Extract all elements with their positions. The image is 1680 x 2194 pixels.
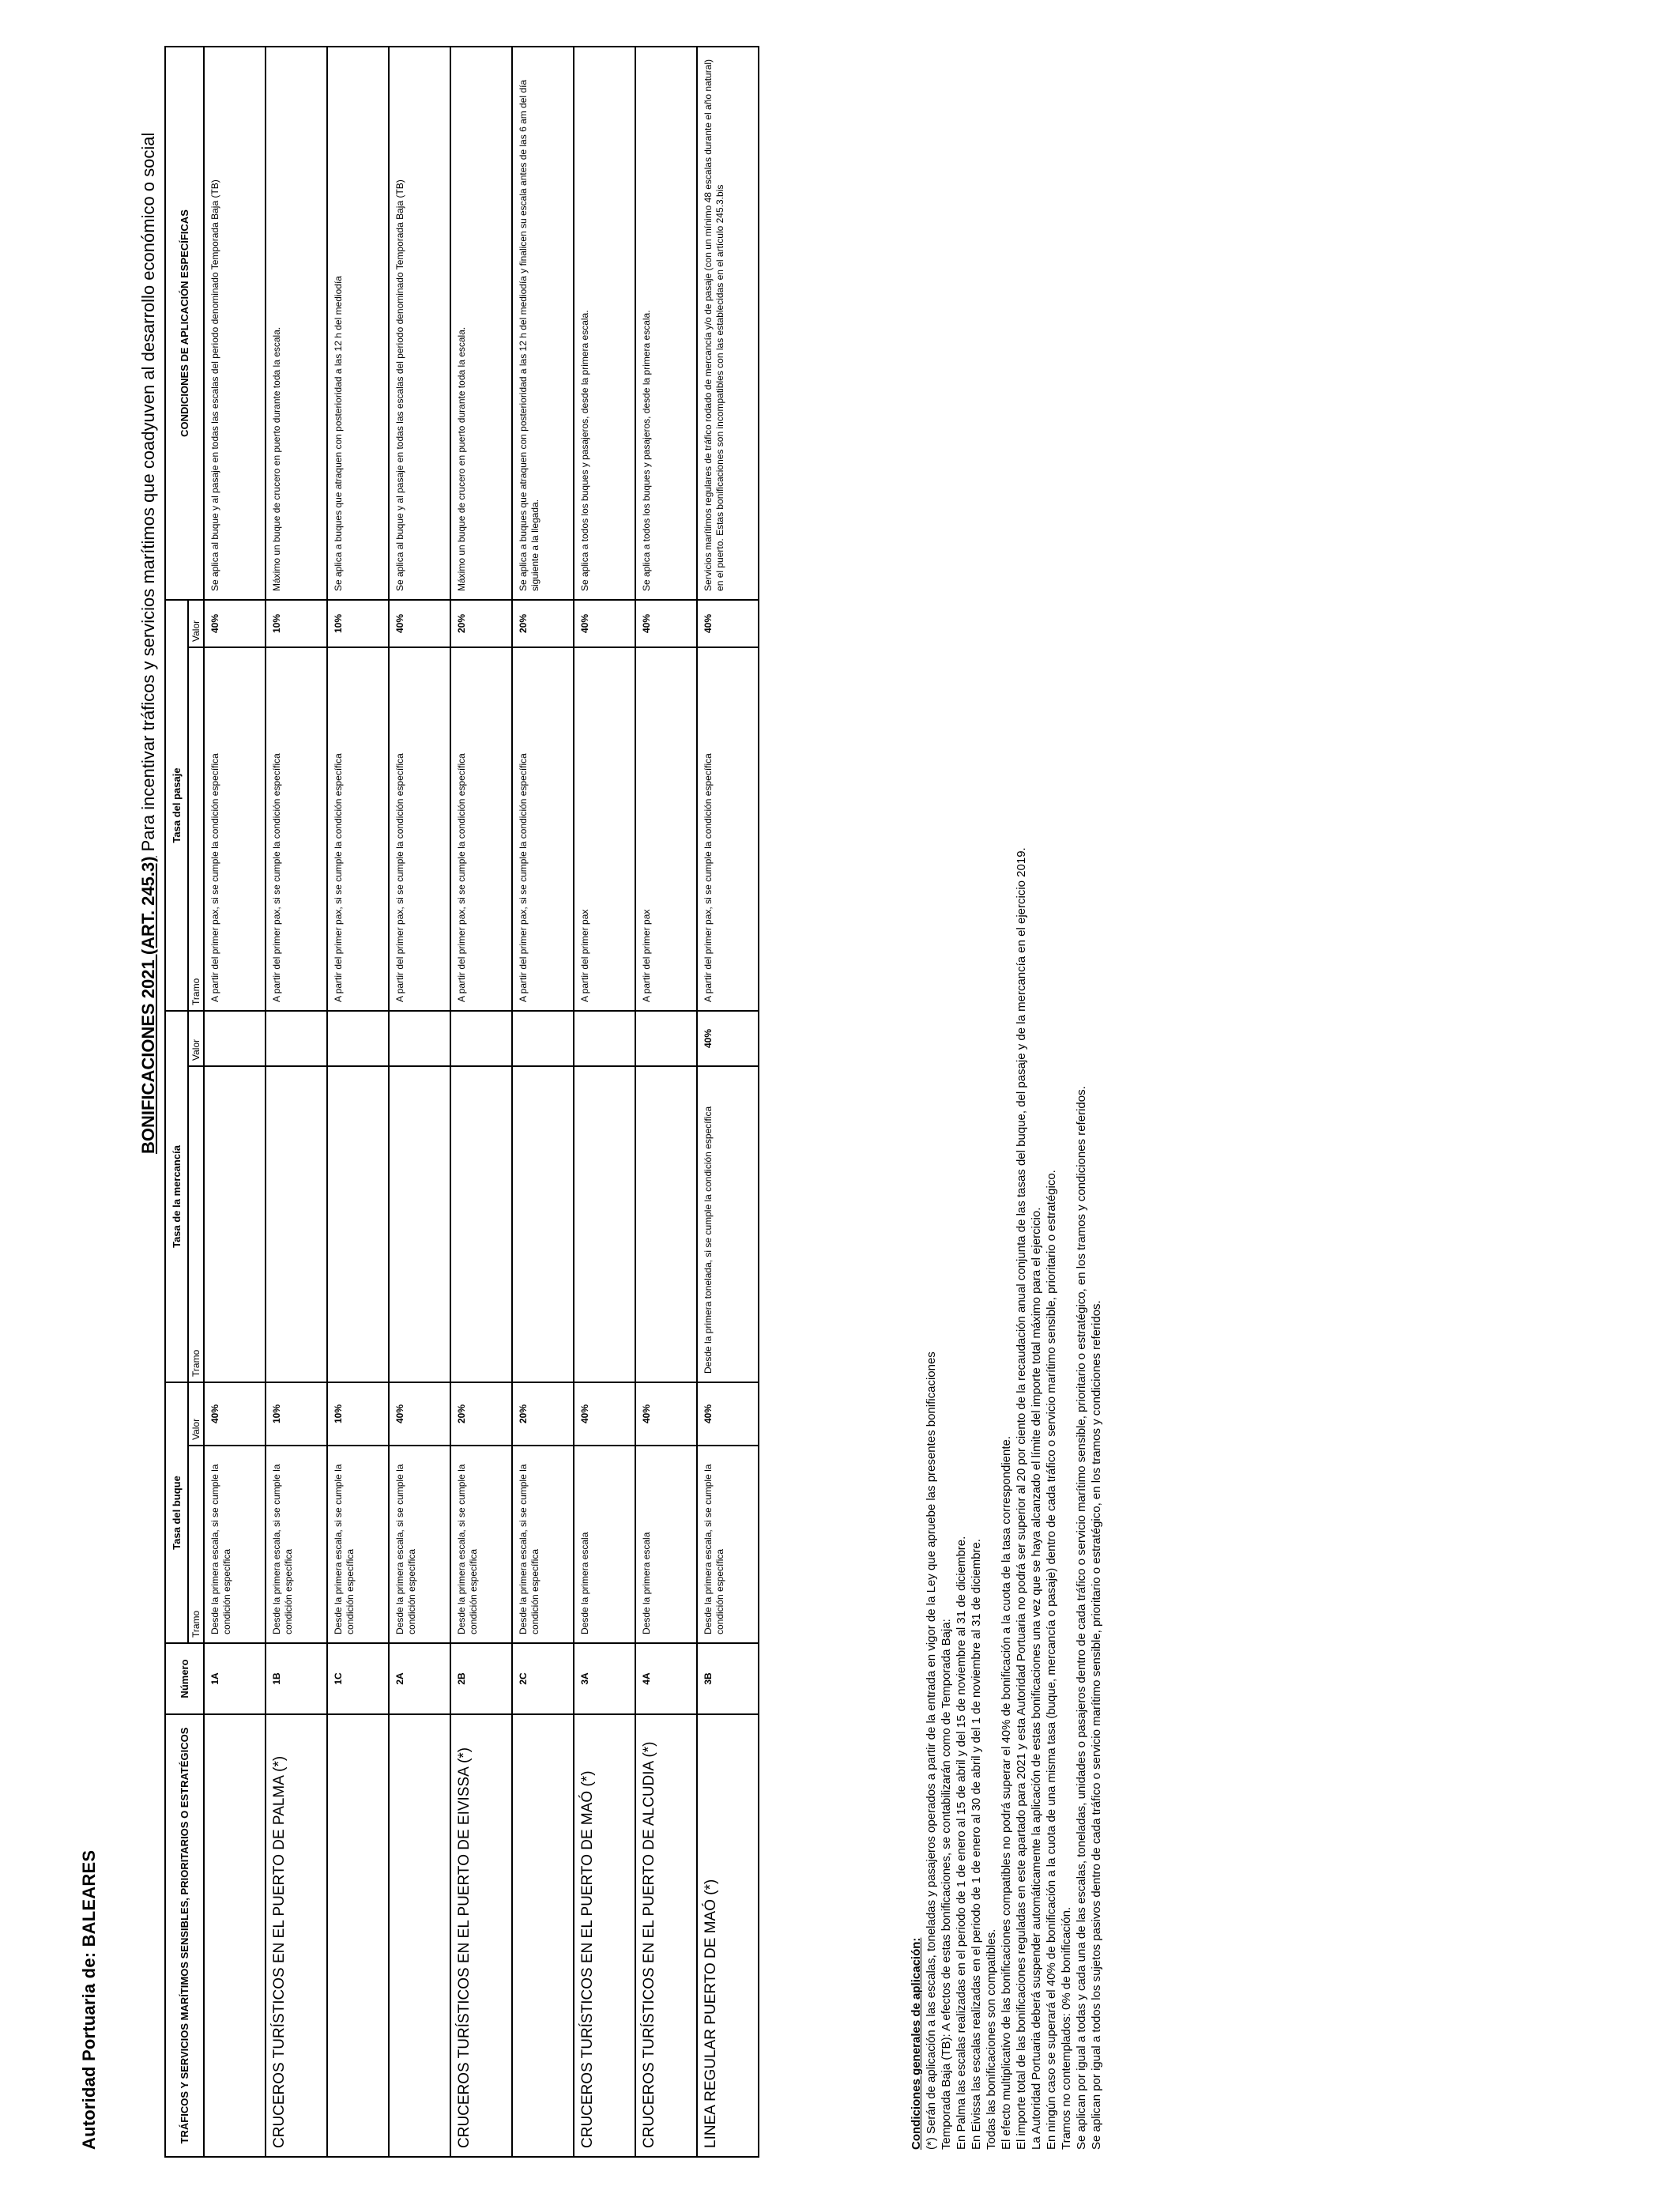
header-number: Número [165, 1643, 204, 1714]
subheader-pas-valor: Valor [188, 600, 204, 647]
buque-tramo-cell: Desde la primera escala, si se cumple la condición específica [389, 1446, 450, 1643]
rotated-page [47, 40, 1628, 2158]
pas-valor-cell: 20% [512, 600, 574, 647]
traffic-cell: CRUCEROS TURÍSTICOS EN EL PUERTO DE ALCUDIA (*) [635, 1714, 697, 2157]
table-row [389, 47, 450, 2157]
buque-tramo-cell: Desde la primera escala, si se cumple la condición específica [697, 1446, 759, 1643]
table-row [512, 47, 574, 2157]
header-row [165, 47, 188, 2157]
subheader-merc-tramo: Tramo [188, 1066, 204, 1382]
number-cell: 2C [512, 1643, 574, 1714]
number-cell: 3B [697, 1643, 759, 1714]
table-row [204, 47, 266, 2157]
condition-line: El efecto multiplicativo de las bonificaciones compatibles no podrá superar el 40% de bonificación a la cuota de la tasa correspondiente. [1000, 1435, 1013, 2150]
buque-valor-cell: 10% [327, 1382, 389, 1446]
condition-line: El importe total de las bonificaciones reguladas en este apartado para 2021 y esta Autoridad Portuaria no podrá ser superior al 20 por ciento de la recaudación anual conjunta de las tasas del buque, del pasaje y de la mercancía en el ejercicio 2019. [1015, 847, 1028, 2150]
merc-tramo-cell [635, 1066, 697, 1382]
pas-valor-cell: 40% [574, 600, 635, 647]
page-title-rest: Para incentivar tráficos y servicios marítimos que coadyuven al desarrollo económico o social [138, 132, 158, 857]
buque-valor-cell: 20% [512, 1382, 574, 1446]
merc-tramo-cell [389, 1066, 450, 1382]
buque-tramo-cell: Desde la primera escala [635, 1446, 697, 1643]
conditions-cell: Se aplica a todos los buques y pasajeros, desde la primera escala. [635, 47, 697, 600]
pas-tramo-cell: A partir del primer pax, si se cumple la condición específica [450, 647, 512, 1011]
conditions-cell: Servicios marítimos regulares de tráfico rodado de mercancía y/o de pasaje (con un mínimo 48 escalas durante el año natural) en el puerto. Estas bonificaciones son incompatibles con las establecidas en el artículo 245.3.bis [697, 47, 759, 600]
subheader-buque-valor: Valor [188, 1382, 204, 1446]
pas-valor-cell: 20% [450, 600, 512, 647]
conditions-title: Condiciones generales de aplicación: [910, 1937, 923, 2150]
subheader-buque-tramo: Tramo [188, 1446, 204, 1643]
condition-line: En Eivissa las escalas realizadas en el periodo de 1 de enero al 30 de abril y del 1 de noviembre al 31 de diciembre. [970, 1539, 983, 2150]
number-cell: 2B [450, 1643, 512, 1714]
buque-valor-cell: 40% [635, 1382, 697, 1446]
condition-line: Se aplican por igual a todos los sujetos pasivos dentro de cada tráfico o servicio marítimo sensible, prioritario o estratégico, en los tramos y condiciones referidos. [1090, 1300, 1103, 2150]
number-cell: 1C [327, 1643, 389, 1714]
buque-valor-cell: 40% [697, 1382, 759, 1446]
pas-valor-cell: 40% [204, 600, 266, 647]
merc-tramo-cell [574, 1066, 635, 1382]
bonifications-table [164, 46, 759, 2158]
merc-valor-cell: 40% [697, 1011, 759, 1066]
buque-tramo-cell: Desde la primera escala, si se cumple la condición específica [512, 1446, 574, 1643]
conditions-cell: Se aplica a todos los buques y pasajeros, desde la primera escala. [574, 47, 635, 600]
number-cell: 4A [635, 1643, 697, 1714]
number-cell: 1A [204, 1643, 266, 1714]
pas-valor-cell: 10% [266, 600, 327, 647]
traffic-cell [204, 1714, 266, 2157]
port-authority-label: Autoridad Portuaria de: BALEARES [79, 1849, 99, 2150]
buque-tramo-cell: Desde la primera escala, si se cumple la condición específica [450, 1446, 512, 1643]
pas-tramo-cell: A partir del primer pax [635, 647, 697, 1011]
pas-tramo-cell: A partir del primer pax, si se cumple la condición específica [697, 647, 759, 1011]
conditions-cell: Se aplica a buques que atraquen con posterioridad a las 12 h del mediodía y finalicen su escala antes de las 6 am del día siguiente a la llegada. [512, 47, 574, 600]
merc-valor-cell [512, 1011, 574, 1066]
pas-valor-cell: 40% [389, 600, 450, 647]
number-cell: 1B [266, 1643, 327, 1714]
pas-valor-cell: 10% [327, 600, 389, 647]
merc-valor-cell [327, 1011, 389, 1066]
header-conditions: CONDICIONES DE APLICACIÓN ESPECÍFICAS [165, 47, 204, 600]
conditions-cell: Se aplica al buque y al pasaje en todas las escalas del periodo denominado Temporada Baja (TB) [389, 47, 450, 600]
number-cell: 3A [574, 1643, 635, 1714]
traffic-cell: CRUCEROS TURÍSTICOS EN EL PUERTO DE MAÓ (*) [574, 1714, 635, 2157]
page-title [138, 47, 159, 1154]
condition-line: Se aplican por igual a todas y cada una de las escalas, toneladas, unidades o pasajeros dentro de cada tráfico o servicio marítimo sensible, prioritario o estratégico, en los tramos y condiciones referidos. [1075, 1086, 1088, 2150]
conditions-cell: Se aplica a buques que atraquen con posterioridad a las 12 h del mediodía [327, 47, 389, 600]
merc-valor-cell [389, 1011, 450, 1066]
merc-tramo-cell [204, 1066, 266, 1382]
condition-line: Temporada Baja (TB): A efectos de estas bonificaciones, se contabilizarán como de Temporada Baja: [940, 1619, 953, 2150]
condition-line: En ningún caso se superará el 40% de bonificación a la cuota de una misma tasa (buque, mercancía o pasaje) dentro de cada tráfico o servicio marítimo sensible, prioritario o estratégico. [1045, 1170, 1058, 2150]
table-row [635, 47, 697, 2157]
conditions-cell: Máximo un buque de crucero en puerto durante toda la escala. [266, 47, 327, 600]
traffic-cell [327, 1714, 389, 2157]
subheader-pas-tramo: Tramo [188, 647, 204, 1011]
number-cell: 2A [389, 1643, 450, 1714]
condition-line: La Autoridad Portuaria deberá suspender automáticamente la aplicación de estas bonificaciones una vez que se haya alcanzado el límite del importe total máximo para el ejercicio. [1030, 1207, 1043, 2150]
pas-tramo-cell: A partir del primer pax, si se cumple la condición específica [266, 647, 327, 1011]
condition-line: En Palma las escalas realizadas en el periodo de 1 de enero al 15 de abril y del 15 de noviembre al 31 de diciembre. [955, 1536, 968, 2150]
page-title-bold: BONIFICACIONES 2021 (ART. 245.3) [138, 856, 158, 1154]
traffic-cell: CRUCEROS TURÍSTICOS EN EL PUERTO DE EIVISSA (*) [450, 1714, 512, 2157]
buque-valor-cell: 40% [389, 1382, 450, 1446]
pas-tramo-cell: A partir del primer pax, si se cumple la condición específica [327, 647, 389, 1011]
merc-valor-cell [574, 1011, 635, 1066]
header-mercancia: Tasa de la mercancía [165, 1011, 188, 1382]
table-row [450, 47, 512, 2157]
table-row [327, 47, 389, 2157]
buque-valor-cell: 20% [450, 1382, 512, 1446]
traffic-cell [389, 1714, 450, 2157]
table-row [697, 47, 759, 2157]
merc-tramo-cell [512, 1066, 574, 1382]
general-conditions [909, 95, 1104, 2150]
traffic-cell: CRUCEROS TURÍSTICOS EN EL PUERTO DE PALMA (*) [266, 1714, 327, 2157]
table-row [574, 47, 635, 2157]
subheader-merc-valor: Valor [188, 1011, 204, 1066]
buque-tramo-cell: Desde la primera escala [574, 1446, 635, 1643]
buque-tramo-cell: Desde la primera escala, si se cumple la condición específica [327, 1446, 389, 1643]
buque-valor-cell: 10% [266, 1382, 327, 1446]
traffic-cell: LINEA REGULAR PUERTO DE MAÓ (*) [697, 1714, 759, 2157]
conditions-cell: Máximo un buque de crucero en puerto durante toda la escala. [450, 47, 512, 600]
merc-tramo-cell [450, 1066, 512, 1382]
condition-line: Tramos no contemplados: 0% de bonificación. [1060, 1906, 1073, 2150]
merc-tramo-cell: Desde la primera tonelada, si se cumple la condición específica [697, 1066, 759, 1382]
header-pasaje: Tasa del pasaje [165, 600, 188, 1011]
conditions-cell: Se aplica al buque y al pasaje en todas las escalas del periodo denominado Temporada Baja (TB) [204, 47, 266, 600]
pas-tramo-cell: A partir del primer pax [574, 647, 635, 1011]
header-buque: Tasa del buque [165, 1382, 188, 1643]
buque-valor-cell: 40% [574, 1382, 635, 1446]
merc-valor-cell [266, 1011, 327, 1066]
traffic-cell [512, 1714, 574, 2157]
merc-valor-cell [635, 1011, 697, 1066]
merc-tramo-cell [266, 1066, 327, 1382]
condition-line: (*) Serán de aplicación a las escalas, toneladas y pasajeros operados a partir de la entrada en vigor de la Ley que apruebe las presentes bonificaciones [925, 1351, 938, 2150]
pas-valor-cell: 40% [697, 600, 759, 647]
header-traffic: TRÁFICOS Y SERVICIOS MARÍTIMOS SENSIBLES, PRIORITARIOS O ESTRATÉGICOS [165, 1714, 204, 2157]
buque-tramo-cell: Desde la primera escala, si se cumple la condición específica [204, 1446, 266, 1643]
pas-tramo-cell: A partir del primer pax, si se cumple la condición específica [512, 647, 574, 1011]
buque-tramo-cell: Desde la primera escala, si se cumple la condición específica [266, 1446, 327, 1643]
buque-valor-cell: 40% [204, 1382, 266, 1446]
merc-valor-cell [450, 1011, 512, 1066]
pas-valor-cell: 40% [635, 600, 697, 647]
table-row [266, 47, 327, 2157]
merc-valor-cell [204, 1011, 266, 1066]
condition-line: Todas las bonificaciones son compatibles. [985, 1928, 998, 2150]
pas-tramo-cell: A partir del primer pax, si se cumple la condición específica [204, 647, 266, 1011]
merc-tramo-cell [327, 1066, 389, 1382]
pas-tramo-cell: A partir del primer pax, si se cumple la condición específica [389, 647, 450, 1011]
